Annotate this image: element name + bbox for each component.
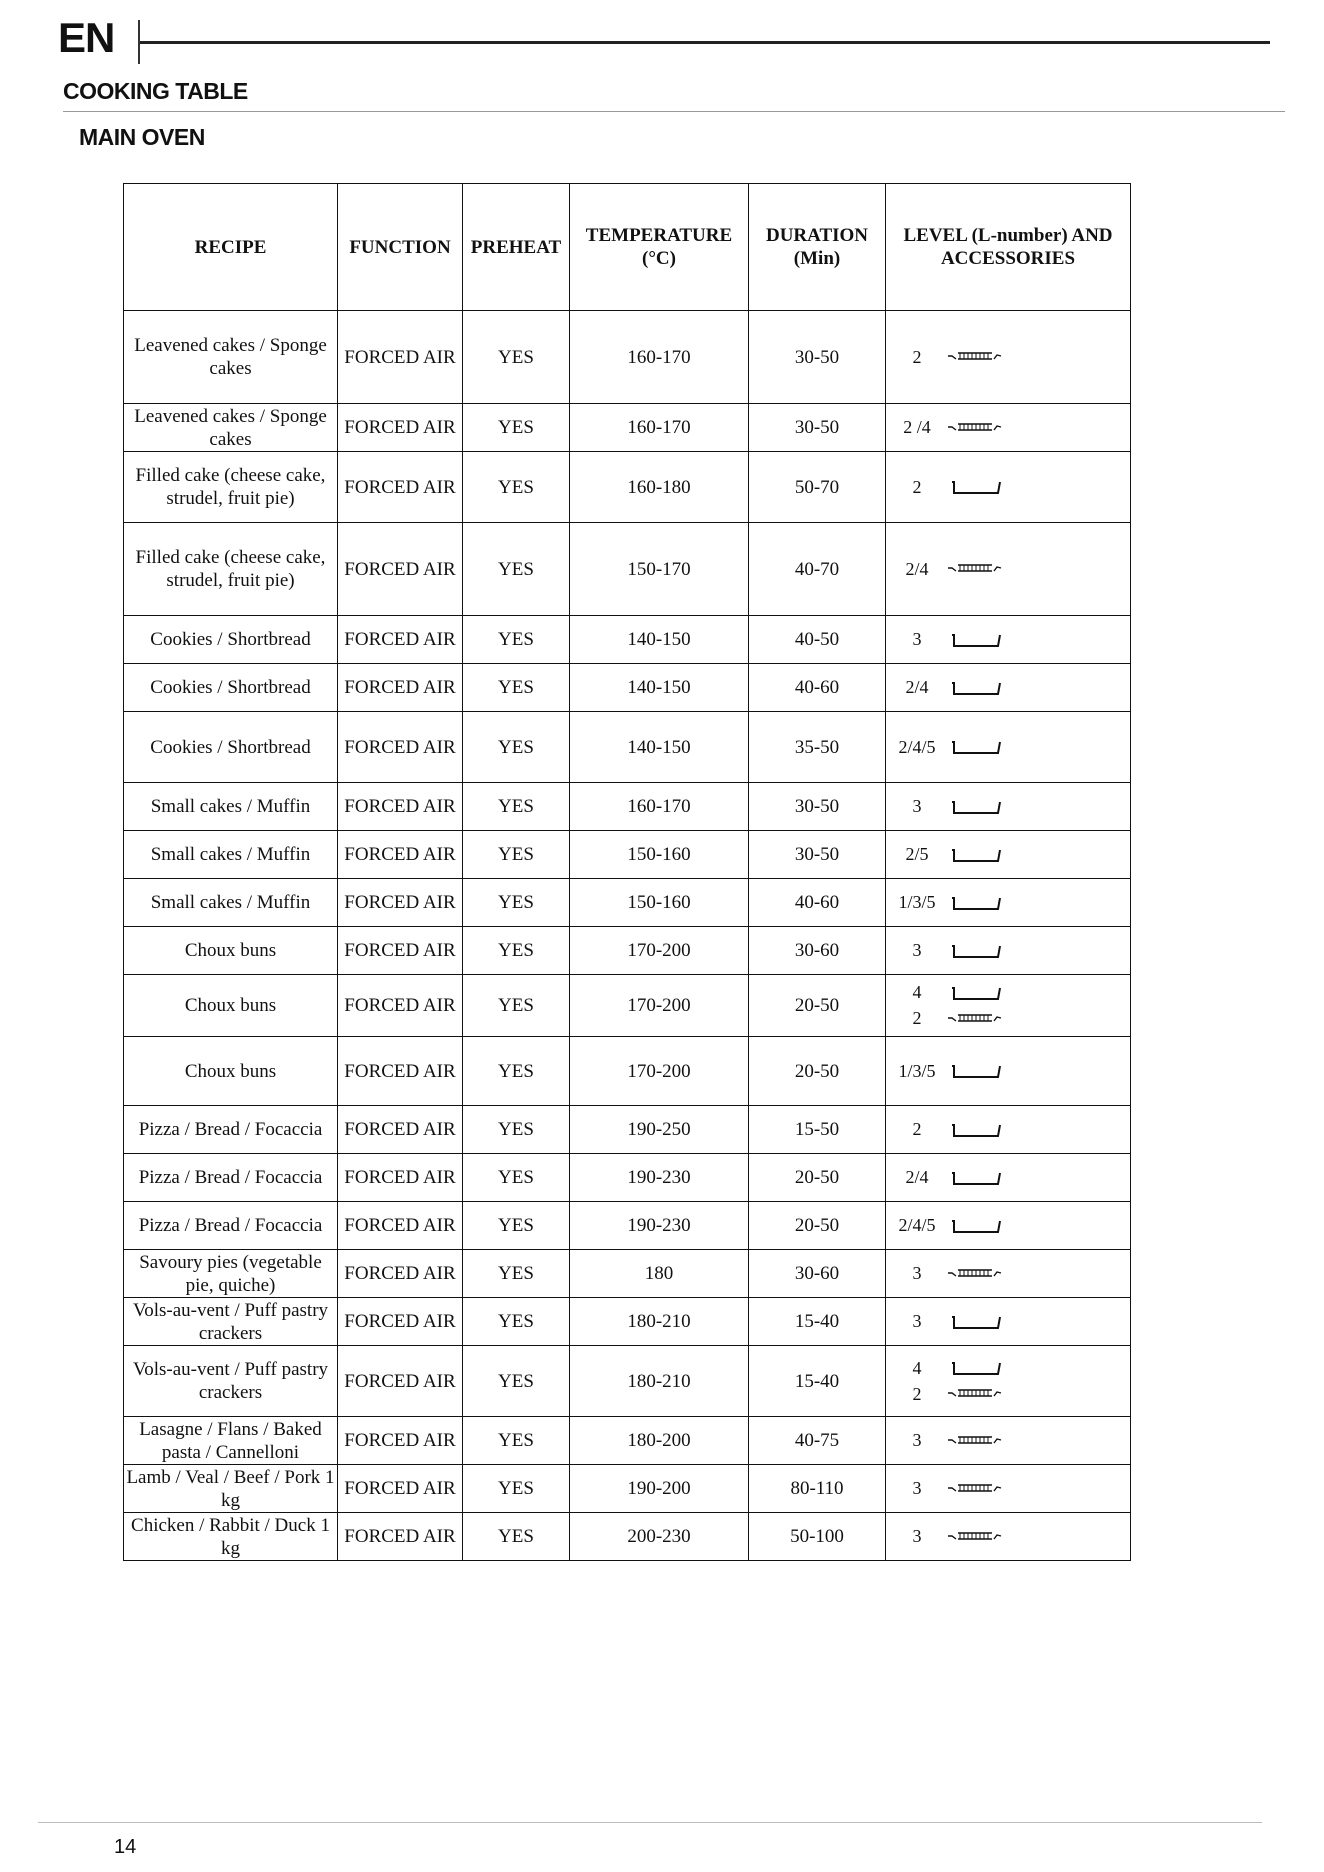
level-entry [888, 415, 1128, 441]
cell-level [886, 1154, 1131, 1202]
cell-function: FORCED AIR [338, 927, 463, 975]
cell-level [886, 1037, 1131, 1106]
level-entry [888, 890, 1128, 916]
baking-tray-icon [946, 1062, 1004, 1080]
level-number: 2/5 [905, 844, 929, 864]
baking-tray-icon [946, 1217, 1004, 1235]
baking-tray-icon [946, 984, 1004, 1002]
table-row [124, 523, 1131, 616]
cell-function: FORCED AIR [338, 1417, 463, 1465]
level-number: 4 [912, 1357, 922, 1378]
cell-temperature: 200-230 [570, 1513, 749, 1561]
level-number: 2 /4 [903, 417, 931, 437]
table-header-row [124, 184, 1131, 311]
cell-level [886, 879, 1131, 927]
level-entry [888, 1476, 1128, 1502]
cell-preheat: YES [463, 1465, 570, 1513]
cell-duration: 20-50 [749, 1154, 886, 1202]
cell-duration: 40-50 [749, 616, 886, 664]
cell-duration: 30-50 [749, 783, 886, 831]
wire-shelf-icon [946, 419, 1004, 437]
cell-preheat: YES [463, 523, 570, 616]
cell-duration: 50-100 [749, 1513, 886, 1561]
cell-duration: 50-70 [749, 452, 886, 523]
cell-temperature: 150-160 [570, 879, 749, 927]
cell-temperature: 160-170 [570, 404, 749, 452]
baking-tray-icon [946, 1169, 1004, 1187]
cell-function: FORCED AIR [338, 1250, 463, 1298]
col-header-temperature: TEMPERATURE (°C) [570, 184, 749, 311]
cell-temperature: 170-200 [570, 975, 749, 1037]
level-number: 1/3/5 [898, 892, 936, 912]
level-entry [888, 1006, 1128, 1032]
cell-duration: 80-110 [749, 1465, 886, 1513]
cell-function: FORCED AIR [338, 831, 463, 879]
baking-tray-icon [946, 1121, 1004, 1139]
cell-duration: 30-60 [749, 927, 886, 975]
cell-temperature: 140-150 [570, 664, 749, 712]
baking-tray-icon [946, 679, 1004, 697]
cell-recipe: Lasagne / Flans / Baked pasta / Cannelloni [124, 1417, 338, 1465]
cell-preheat: YES [463, 1037, 570, 1106]
cell-recipe: Lamb / Veal / Beef / Pork 1 kg [124, 1465, 338, 1513]
col-header-preheat: PREHEAT [463, 184, 570, 311]
level-entry [888, 734, 1128, 760]
cell-temperature: 190-230 [570, 1154, 749, 1202]
cell-preheat: YES [463, 927, 570, 975]
cell-temperature: 180 [570, 1250, 749, 1298]
cell-temperature: 140-150 [570, 616, 749, 664]
cell-function: FORCED AIR [338, 311, 463, 404]
cell-function: FORCED AIR [338, 523, 463, 616]
cell-temperature: 190-230 [570, 1202, 749, 1250]
cell-function: FORCED AIR [338, 1037, 463, 1106]
cell-level [886, 927, 1131, 975]
level-entry [888, 842, 1128, 868]
level-entry [888, 938, 1128, 964]
level-entry [888, 344, 1128, 370]
cell-recipe: Small cakes / Muffin [124, 831, 338, 879]
cell-preheat: YES [463, 404, 570, 452]
cell-temperature: 150-170 [570, 523, 749, 616]
level-entry [888, 1213, 1128, 1239]
table-row [124, 1202, 1131, 1250]
cell-temperature: 140-150 [570, 712, 749, 783]
cell-function: FORCED AIR [338, 1154, 463, 1202]
cell-function: FORCED AIR [338, 452, 463, 523]
wire-shelf-icon [946, 1480, 1004, 1498]
cell-duration: 30-50 [749, 404, 886, 452]
level-entry [888, 1261, 1128, 1287]
cell-function: FORCED AIR [338, 404, 463, 452]
cell-function: FORCED AIR [338, 1465, 463, 1513]
table-row [124, 831, 1131, 879]
baking-tray-icon [946, 631, 1004, 649]
cell-level [886, 1106, 1131, 1154]
cell-recipe: Filled cake (cheese cake, strudel, fruit pie) [124, 452, 338, 523]
cell-recipe: Pizza / Bread / Focaccia [124, 1154, 338, 1202]
cell-temperature: 160-180 [570, 452, 749, 523]
table-row [124, 927, 1131, 975]
col-header-function: FUNCTION [338, 184, 463, 311]
cell-recipe: Cookies / Shortbread [124, 616, 338, 664]
wire-shelf-icon [946, 1432, 1004, 1450]
cell-level [886, 1202, 1131, 1250]
table-row [124, 975, 1131, 1037]
level-number: 1/3/5 [898, 1060, 936, 1081]
cell-recipe: Cookies / Shortbread [124, 664, 338, 712]
header-rule [140, 41, 1270, 44]
cell-duration: 30-50 [749, 831, 886, 879]
cell-level [886, 1465, 1131, 1513]
level-number: 2 [912, 346, 922, 367]
level-number: 3 [912, 1311, 922, 1331]
cell-level [886, 523, 1131, 616]
table-row [124, 879, 1131, 927]
table-row [124, 1154, 1131, 1202]
cell-temperature: 190-200 [570, 1465, 749, 1513]
baking-tray-icon [946, 478, 1004, 496]
level-number: 4 [912, 982, 922, 1002]
level-entry [888, 474, 1128, 500]
table-row [124, 311, 1131, 404]
cell-duration: 35-50 [749, 712, 886, 783]
table-row [124, 452, 1131, 523]
cell-level [886, 664, 1131, 712]
wire-shelf-icon [946, 1385, 1004, 1403]
cell-recipe: Choux buns [124, 927, 338, 975]
cell-preheat: YES [463, 783, 570, 831]
cell-function: FORCED AIR [338, 1202, 463, 1250]
cell-duration: 15-40 [749, 1298, 886, 1346]
baking-tray-icon [946, 798, 1004, 816]
cell-duration: 40-70 [749, 523, 886, 616]
cell-recipe: Small cakes / Muffin [124, 879, 338, 927]
level-entry [888, 1117, 1128, 1143]
cell-level [886, 1250, 1131, 1298]
cell-duration: 20-50 [749, 975, 886, 1037]
section-rule [63, 111, 1285, 112]
cell-temperature: 180-200 [570, 1417, 749, 1465]
level-number: 3 [912, 940, 922, 960]
level-number: 2/4 [905, 558, 929, 579]
baking-tray-icon [946, 894, 1004, 912]
subsection-title: MAIN OVEN [79, 124, 205, 150]
baking-tray-icon [946, 942, 1004, 960]
wire-shelf-icon [946, 348, 1004, 366]
cell-temperature: 170-200 [570, 927, 749, 975]
level-entry [888, 1524, 1128, 1550]
wire-shelf-icon [946, 1010, 1004, 1028]
cell-preheat: YES [463, 1106, 570, 1154]
cell-function: FORCED AIR [338, 1513, 463, 1561]
level-number: 2 [912, 1008, 922, 1028]
table-row [124, 616, 1131, 664]
level-entry [888, 1165, 1128, 1191]
cell-function: FORCED AIR [338, 783, 463, 831]
cell-level [886, 831, 1131, 879]
level-number: 2 [912, 1119, 922, 1139]
level-entry [888, 627, 1128, 653]
cell-recipe: Vols-au-vent / Puff pastry crackers [124, 1346, 338, 1417]
cell-level [886, 712, 1131, 783]
cell-level [886, 1346, 1131, 1417]
level-number: 3 [912, 796, 922, 816]
cell-preheat: YES [463, 1250, 570, 1298]
cell-function: FORCED AIR [338, 879, 463, 927]
cell-duration: 30-60 [749, 1250, 886, 1298]
cell-duration: 20-50 [749, 1202, 886, 1250]
table-row [124, 1037, 1131, 1106]
level-entry [888, 1309, 1128, 1335]
level-entry [888, 675, 1128, 701]
level-entry [888, 980, 1128, 1006]
cell-preheat: YES [463, 831, 570, 879]
cell-recipe: Filled cake (cheese cake, strudel, fruit pie) [124, 523, 338, 616]
cell-preheat: YES [463, 1346, 570, 1417]
cell-duration: 40-75 [749, 1417, 886, 1465]
cell-temperature: 160-170 [570, 783, 749, 831]
cell-function: FORCED AIR [338, 1298, 463, 1346]
cooking-table [123, 183, 1131, 1561]
level-number: 3 [912, 629, 922, 649]
level-number: 2/4/5 [898, 1215, 936, 1235]
cell-recipe: Savoury pies (vegetable pie, quiche) [124, 1250, 338, 1298]
cell-preheat: YES [463, 1298, 570, 1346]
cell-recipe: Choux buns [124, 1037, 338, 1106]
cell-function: FORCED AIR [338, 712, 463, 783]
level-entry [888, 1355, 1128, 1381]
level-number: 3 [912, 1263, 922, 1283]
cell-duration: 20-50 [749, 1037, 886, 1106]
cell-preheat: YES [463, 616, 570, 664]
table-row [124, 1298, 1131, 1346]
level-number: 2/4 [905, 1167, 929, 1187]
section-title: COOKING TABLE [63, 78, 248, 104]
cell-duration: 40-60 [749, 879, 886, 927]
cell-duration: 15-40 [749, 1346, 886, 1417]
baking-tray-icon [946, 1359, 1004, 1377]
level-number: 2 [912, 476, 922, 497]
col-header-recipe: RECIPE [124, 184, 338, 311]
table-row [124, 1106, 1131, 1154]
level-number: 3 [912, 1478, 922, 1498]
cell-temperature: 150-160 [570, 831, 749, 879]
level-entry [888, 1428, 1128, 1454]
level-number: 3 [912, 1430, 922, 1450]
cell-recipe: Pizza / Bread / Focaccia [124, 1202, 338, 1250]
level-number: 2/4/5 [898, 736, 936, 757]
cell-level [886, 452, 1131, 523]
cell-recipe: Vols-au-vent / Puff pastry crackers [124, 1298, 338, 1346]
cell-temperature: 170-200 [570, 1037, 749, 1106]
level-entry [888, 794, 1128, 820]
cell-temperature: 190-250 [570, 1106, 749, 1154]
cell-recipe: Leavened cakes / Sponge cakes [124, 404, 338, 452]
cell-level [886, 1417, 1131, 1465]
table-body [124, 311, 1131, 1561]
baking-tray-icon [946, 1313, 1004, 1331]
cell-preheat: YES [463, 712, 570, 783]
cell-preheat: YES [463, 452, 570, 523]
cell-preheat: YES [463, 1513, 570, 1561]
cell-function: FORCED AIR [338, 616, 463, 664]
cell-temperature: 180-210 [570, 1298, 749, 1346]
level-entry [888, 556, 1128, 582]
cell-preheat: YES [463, 1154, 570, 1202]
cell-preheat: YES [463, 975, 570, 1037]
cell-recipe: Leavened cakes / Sponge cakes [124, 311, 338, 404]
col-header-duration: DURATION (Min) [749, 184, 886, 311]
table-row [124, 404, 1131, 452]
cell-level [886, 975, 1131, 1037]
cell-level [886, 616, 1131, 664]
col-header-level: LEVEL (L-number) AND ACCESSORIES [886, 184, 1131, 311]
wire-shelf-icon [946, 1265, 1004, 1283]
table-row [124, 1465, 1131, 1513]
level-number: 2/4 [905, 677, 929, 697]
cell-recipe: Cookies / Shortbread [124, 712, 338, 783]
cell-function: FORCED AIR [338, 664, 463, 712]
table-row [124, 664, 1131, 712]
footer-rule [38, 1822, 1262, 1823]
table-row [124, 1513, 1131, 1561]
cell-recipe: Chicken / Rabbit / Duck 1 kg [124, 1513, 338, 1561]
cell-duration: 40-60 [749, 664, 886, 712]
cell-duration: 30-50 [749, 311, 886, 404]
cell-level [886, 404, 1131, 452]
cell-preheat: YES [463, 879, 570, 927]
table-row [124, 1250, 1131, 1298]
cell-preheat: YES [463, 311, 570, 404]
language-code: EN [58, 14, 115, 61]
cell-duration: 15-50 [749, 1106, 886, 1154]
table-row [124, 783, 1131, 831]
cell-level [886, 311, 1131, 404]
cell-function: FORCED AIR [338, 975, 463, 1037]
cell-level [886, 1298, 1131, 1346]
level-entry [888, 1381, 1128, 1407]
wire-shelf-icon [946, 560, 1004, 578]
cell-recipe: Pizza / Bread / Focaccia [124, 1106, 338, 1154]
baking-tray-icon [946, 846, 1004, 864]
cell-temperature: 180-210 [570, 1346, 749, 1417]
table-row [124, 712, 1131, 783]
cell-preheat: YES [463, 664, 570, 712]
table-row [124, 1346, 1131, 1417]
level-entry [888, 1058, 1128, 1084]
wire-shelf-icon [946, 1528, 1004, 1546]
cell-recipe: Small cakes / Muffin [124, 783, 338, 831]
level-number: 3 [912, 1526, 922, 1546]
baking-tray-icon [946, 738, 1004, 756]
cell-level [886, 1513, 1131, 1561]
cell-temperature: 160-170 [570, 311, 749, 404]
cell-function: FORCED AIR [338, 1106, 463, 1154]
level-number: 2 [912, 1383, 922, 1404]
cell-recipe: Choux buns [124, 975, 338, 1037]
cell-preheat: YES [463, 1417, 570, 1465]
cell-level [886, 783, 1131, 831]
cell-preheat: YES [463, 1202, 570, 1250]
table-row [124, 1417, 1131, 1465]
cell-function: FORCED AIR [338, 1346, 463, 1417]
page-number: 14 [114, 1836, 137, 1858]
